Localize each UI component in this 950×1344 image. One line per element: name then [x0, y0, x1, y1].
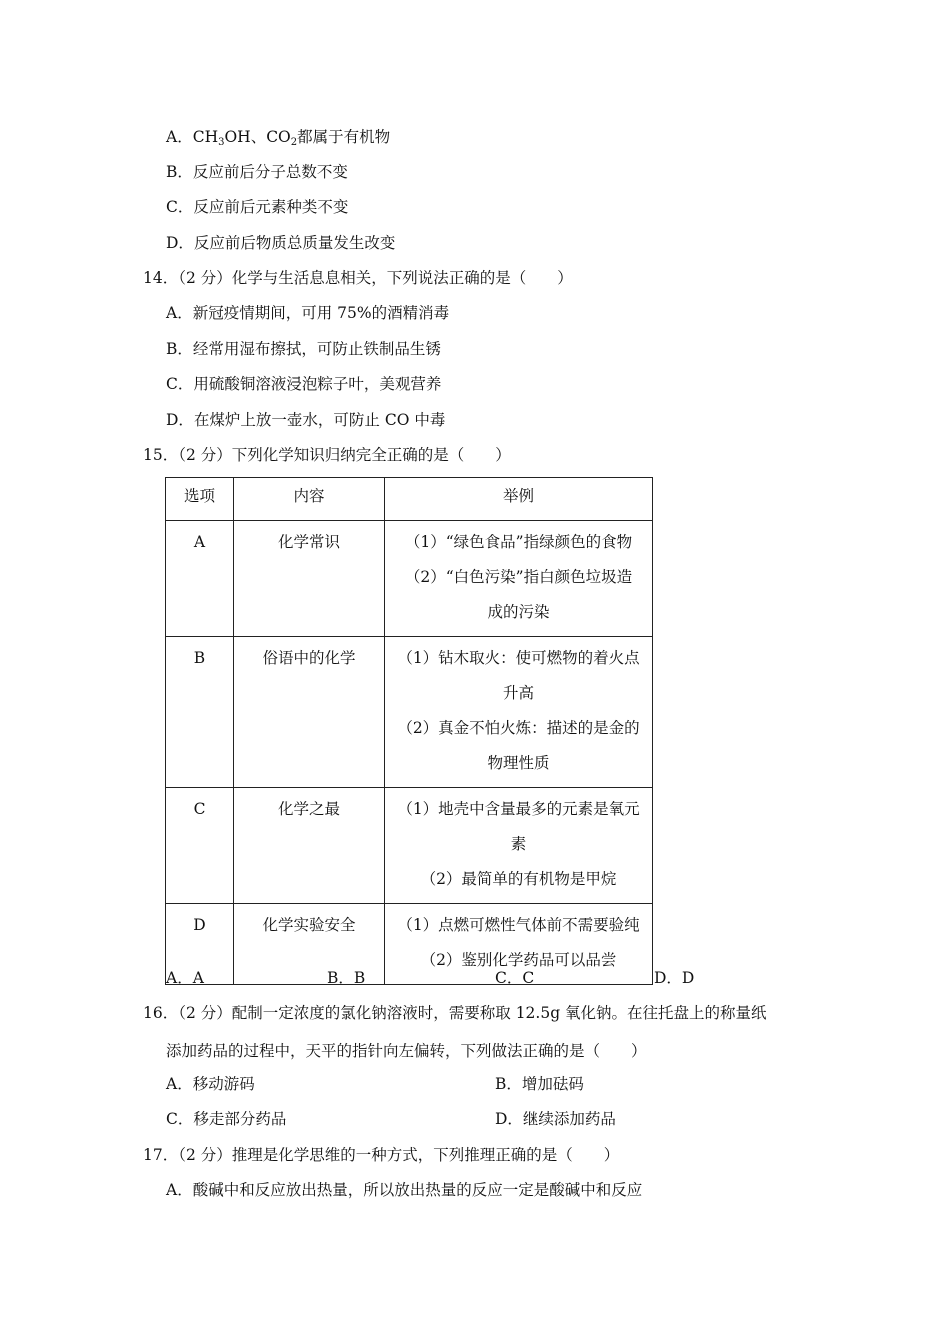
example-line: （2）真金不怕火炼：描述的是金的	[397, 719, 640, 737]
q17-option-a: A．酸碱中和反应放出热量，所以放出热量的反应一定是酸碱中和反应	[166, 1181, 643, 1199]
example-line: 成的污染	[487, 603, 550, 621]
header-content: 内容	[234, 478, 385, 521]
q13-option-a-text: 都属于有机物	[297, 128, 391, 146]
q16-option-c: C．移走部分药品	[166, 1110, 287, 1128]
row-content: 俗语中的化学	[234, 637, 385, 788]
table-row	[166, 521, 653, 637]
q15-table	[165, 477, 653, 985]
example-line: 素	[510, 835, 527, 853]
row-option: C	[166, 788, 234, 904]
q16-stem-line2: 添加药品的过程中，天平的指针向左偏转，下列做法正确的是（ ）	[166, 1042, 647, 1060]
row-example	[385, 788, 653, 904]
q16-stem-line1: 16．（2 分）配制一定浓度的氯化钠溶液时，需要称取 12.5g 氧化钠。在往托盘上的称量纸	[143, 1004, 767, 1022]
q13-option-a-prefix: A．	[166, 128, 193, 146]
table-row	[166, 637, 653, 788]
example-line: （2）鉴别化学药品可以品尝	[420, 951, 617, 969]
q13-option-d: D．反应前后物质总质量发生改变	[166, 234, 396, 252]
example-line: （1）地壳中含量最多的元素是氧元	[397, 800, 640, 818]
row-option: D	[166, 904, 234, 985]
q15-option-a: A．A	[166, 969, 204, 987]
q16-option-b: B．增加砝码	[495, 1075, 584, 1093]
example-line: （2）最简单的有机物是甲烷	[420, 870, 617, 888]
row-option: A	[166, 521, 234, 637]
q14-option-c: C．用硫酸铜溶液浸泡粽子叶，美观营养	[166, 375, 442, 393]
q15-stem: 15．（2 分）下列化学知识归纳完全正确的是（ ）	[143, 446, 511, 464]
q14-option-a: A．新冠疫情期间，可用 75%的酒精消毒	[166, 304, 450, 322]
q14-stem: 14．（2 分）化学与生活息息相关，下列说法正确的是（ ）	[143, 269, 573, 287]
row-example	[385, 637, 653, 788]
formula-subscript-3: 3	[218, 137, 225, 148]
q13-option-c: C．反应前后元素种类不变	[166, 198, 349, 216]
q15-option-d: D．D	[654, 969, 695, 987]
example-line: （1）钻木取火：使可燃物的着火点	[397, 649, 640, 667]
q13-option-b: B．反应前后分子总数不变	[166, 163, 348, 181]
row-option: B	[166, 637, 234, 788]
row-example	[385, 521, 653, 637]
table-header-row	[166, 478, 653, 521]
example-line: （2）“白色污染”指白颜色垃圾造	[404, 568, 633, 586]
header-example: 举例	[385, 478, 653, 521]
example-line: （1）“绿色食品”指绿颜色的食物	[404, 533, 633, 551]
example-line: 物理性质	[487, 754, 550, 772]
q15-option-c: C．C	[495, 969, 535, 987]
q16-option-a: A．移动游码	[166, 1075, 255, 1093]
header-option: 选项	[166, 478, 234, 521]
formula-oh-co: OH、CO	[224, 128, 291, 146]
q13-option-a	[166, 127, 390, 147]
example-line: （1）点燃可燃性气体前不需要验纯	[397, 916, 640, 934]
row-content: 化学常识	[234, 521, 385, 637]
table-row	[166, 788, 653, 904]
q17-stem: 17．（2 分）推理是化学思维的一种方式，下列推理正确的是（ ）	[143, 1146, 620, 1164]
q14-option-b: B．经常用湿布擦拭，可防止铁制品生锈	[166, 340, 441, 358]
row-content: 化学实验安全	[234, 904, 385, 985]
formula-subscript-2: 2	[290, 137, 298, 148]
q15-option-b: B．B	[327, 969, 366, 987]
q14-option-d: D．在煤炉上放一壶水，可防止 CO 中毒	[166, 411, 446, 429]
q16-option-d: D．继续添加药品	[495, 1110, 616, 1128]
formula-ch3oh-main: CH	[192, 128, 219, 146]
table-row	[166, 904, 653, 985]
row-content: 化学之最	[234, 788, 385, 904]
example-line: 升高	[502, 684, 534, 702]
